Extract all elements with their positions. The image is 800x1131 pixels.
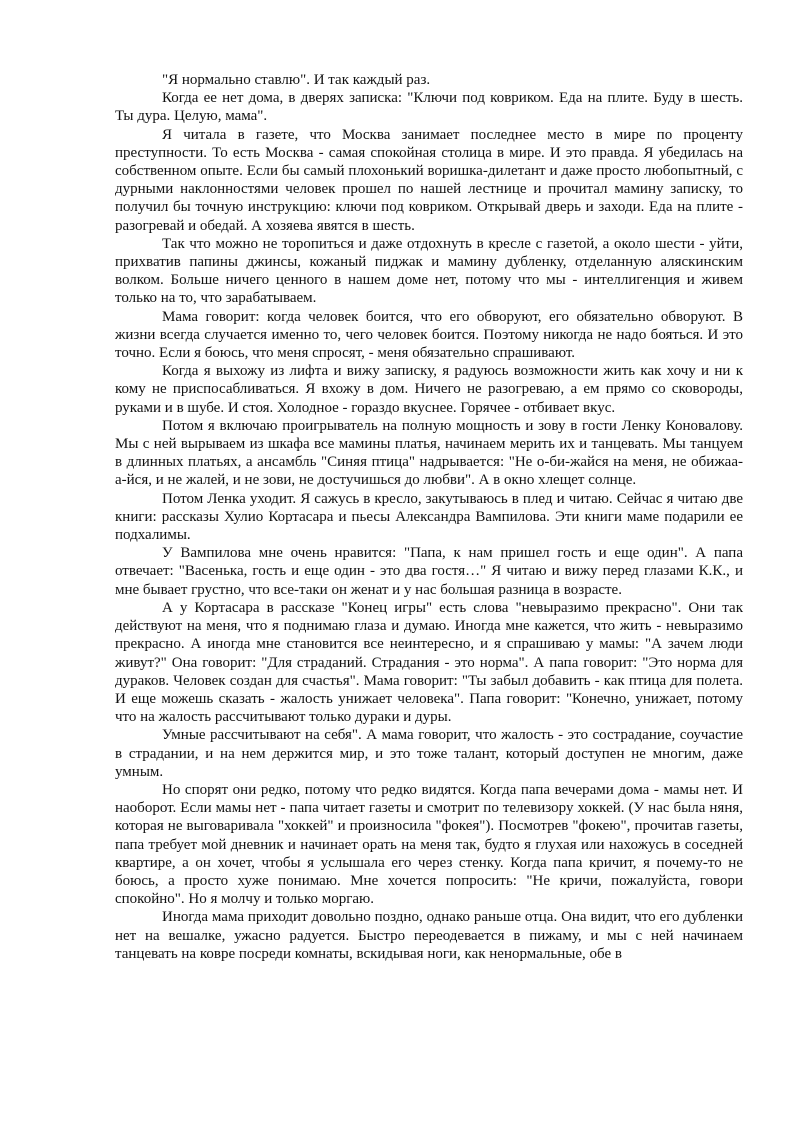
paragraph-12: Но спорят они редко, потому что редко видятся. Когда папа вечерами дома - мамы нет. И наоборот. Если мамы нет - папа читает газеты и смотрит по телевизору хоккей. (У нас была няня, которая не выговаривала "хоккей" и произносила "фокея"). Посмотрев "фокею", прочитав газеты, папа требует мой дневник и начинает орать на меня так, будто я глухая или нахожусь в соседней квартире, а он хочет, чтобы я услышала его через стенку. Когда папа кричит, я почему-то не боюсь, а просто хуже понимаю. Мне хочется попросить: "Не кричи, пожалуйста, говори спокойно". Но я молчу и только моргаю. bbox=[115, 781, 743, 908]
paragraph-4: Так что можно не торопиться и даже отдохнуть в кресле с газетой, а около шести - уйти, прихватив папины джинсы, кожаный пиджак и мамину дубленку, отделанную аляскинским волком. Больше ничего ценного в нашем доме нет, потому что мы - интеллигенция и живем только на то, что зарабатываем. bbox=[115, 235, 743, 307]
paragraph-9: У Вампилова мне очень нравится: "Папа, к нам пришел гость и еще один". А папа отвечает: "Васенька, гость и еще один - это два гостя…" Я читаю и вижу перед глазами К.К., и мне бывает грустно, что все-таки он женат и у нас большая разница в возрасте. bbox=[115, 545, 743, 598]
paragraph-5: Мама говорит: когда человек боится, что его обворуют, его обязательно обворуют. В жизни всегда случается именно то, чего человек боится. Поэтому никогда не надо бояться. И это точно. Если я боюсь, что меня спросят, - меня обязательно спрашивают. bbox=[115, 308, 743, 362]
paragraph-3: Я читала в газете, что Москва занимает последнее место в мире по проценту преступности. То есть Москва - самая спокойная столица в мире. И это правда. Я убедилась на собственном опыте. Если бы самый плохонький воришка-дилетант и даже просто любопытный, с дурными наклонностями человек прошел по нашей лестнице и прочитал мамину записку, то получил бы точную инструкцию: ключи под ковриком. Открывай дверь и заходи. Еда на плите - разогревай и обедай. А хозяева явятся в шесть. bbox=[115, 126, 743, 234]
document-page bbox=[115, 71, 743, 963]
paragraph-8: Потом Ленка уходит. Я сажусь в кресло, закутываюсь в плед и читаю. Сейчас я читаю две книги: рассказы Хулио Кортасара и пьесы Александра Вампилова. Эти книги маме подарили ее подхалимы. bbox=[115, 490, 743, 544]
paragraph-13: Иногда мама приходит довольно поздно, однако раньше отца. Она видит, что его дубленки нет на вешалке, ужасно радуется. Быстро переодевается в пижаму, и мы с ней начинаем танцевать на ковре посреди комнаты, вскидывая ноги, как ненормальные, обе в bbox=[115, 909, 743, 962]
paragraph-1: "Я нормально ставлю". И так каждый раз. bbox=[162, 72, 431, 88]
paragraph-10: А у Кортасара в рассказе "Конец игры" есть слова "невыразимо прекрасно". Они так действуют на меня, что я поднимаю глаза и думаю. Иногда мне кажется, что жить - невыразимо прекрасно. А иногда мне становится все неинтересно, и я спрашиваю у мамы: "А зачем люди живут?" Она говорит: "Для страданий. Страдания - это норма". А папа говорит: "Это норма для дураков. Человек создан для счастья". Мама говорит: "Ты забыл добавить - как птица для полета. И еще можешь сказать - жалость унижает человека". Папа говорит: "Конечно, унижает, потому что на жалость рассчитывают только дураки и дуры. bbox=[115, 599, 743, 726]
paragraph-6: Когда я выхожу из лифта и вижу записку, я радуюсь возможности жить как хочу и ни к кому не приспосабливаться. Я вхожу в дом. Ничего не разогреваю, а ем прямо со сковороды, руками и в шубе. И стоя. Холодное - гораздо вкуснее. Горячее - отбивает вкус. bbox=[115, 363, 743, 416]
paragraph-7: Потом я включаю проигрыватель на полную мощность и зову в гости Ленку Коновалову. Мы с ней вырываем из шкафа все мамины платья, начинаем мерить их и танцевать. Мы танцуем в длинных платьях, а ансамбль "Синяя птица" надрывается: "Не о-би-жайся на меня, не обижаа-а-йся, и не жалей, и не зови, не достучишься до любви". А в окно хлещет солнце. bbox=[115, 417, 743, 489]
paragraph-11: Умные рассчитывают на себя". А мама говорит, что жалость - это сострадание, соучастие в страдании, и на нем держится мир, и это тоже талант, который доступен не многим, даже умным. bbox=[115, 727, 743, 780]
paragraph-2: Когда ее нет дома, в дверях записка: "Ключи под ковриком. Еда на плите. Буду в шесть. Ты дура. Целую, мама". bbox=[115, 90, 743, 125]
